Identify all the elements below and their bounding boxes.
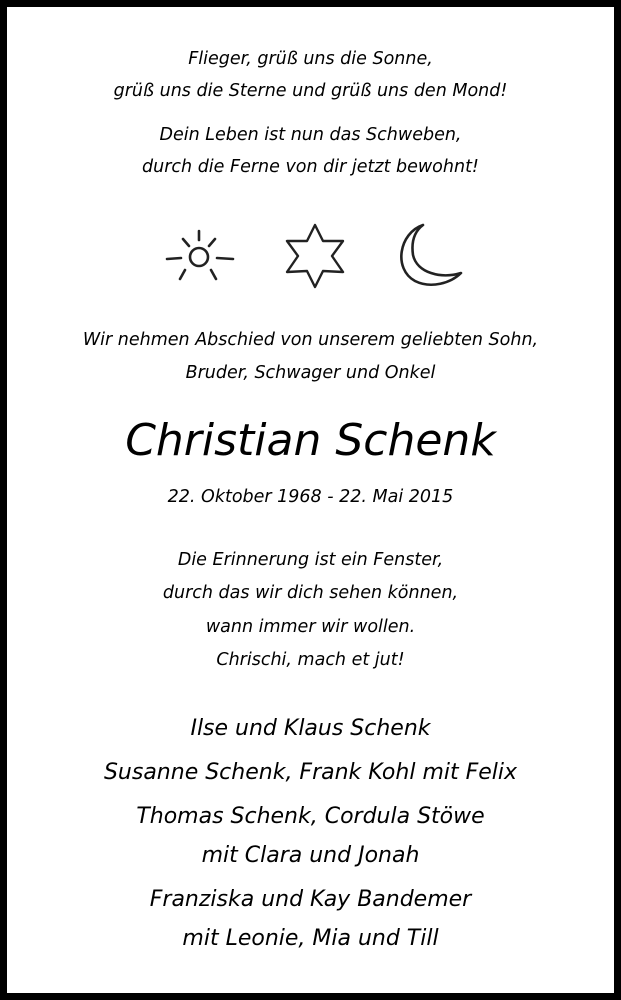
poem-line-4: durch die Ferne von dir jetzt bewohnt! <box>142 157 479 177</box>
family-line-1: Ilse und Klaus Schenk <box>190 716 431 741</box>
intro-line-1: Wir nehmen Abschied von unserem geliebten Sohn, <box>82 330 539 350</box>
intro-line-2: Bruder, Schwager und Onkel <box>185 363 436 383</box>
life-dates: 22. Oktober 1968 - 22. Mai 2015 <box>167 487 454 507</box>
deceased-name: Christian Schenk <box>125 415 496 466</box>
quote-line-2: durch das wir dich sehen können, <box>162 583 459 603</box>
star-icon <box>277 219 353 291</box>
family-line-5: Franziska und Kay Bandemer <box>149 887 472 912</box>
moon-icon <box>389 219 469 291</box>
symbol-row <box>7 219 614 299</box>
quote-line-4: Chrischi, mach et jut! <box>216 650 405 670</box>
sun-icon <box>161 219 237 289</box>
quote-line-1: Die Erinnerung ist ein Fenster, <box>177 550 444 570</box>
family-line-4: mit Clara und Jonah <box>201 843 420 868</box>
poem-line-1: Flieger, grüß uns die Sonne, <box>188 49 433 69</box>
poem-line-3: Dein Leben ist nun das Schweben, <box>159 125 462 145</box>
quote-line-3: wann immer wir wollen. <box>205 617 416 637</box>
family-line-2: Susanne Schenk, Frank Kohl mit Felix <box>103 760 518 785</box>
family-line-6: mit Leonie, Mia und Till <box>182 926 439 951</box>
family-line-3: Thomas Schenk, Cordula Stöwe <box>136 804 485 829</box>
poem-line-2: grüß uns die Sterne und grüß uns den Mond! <box>113 81 508 101</box>
